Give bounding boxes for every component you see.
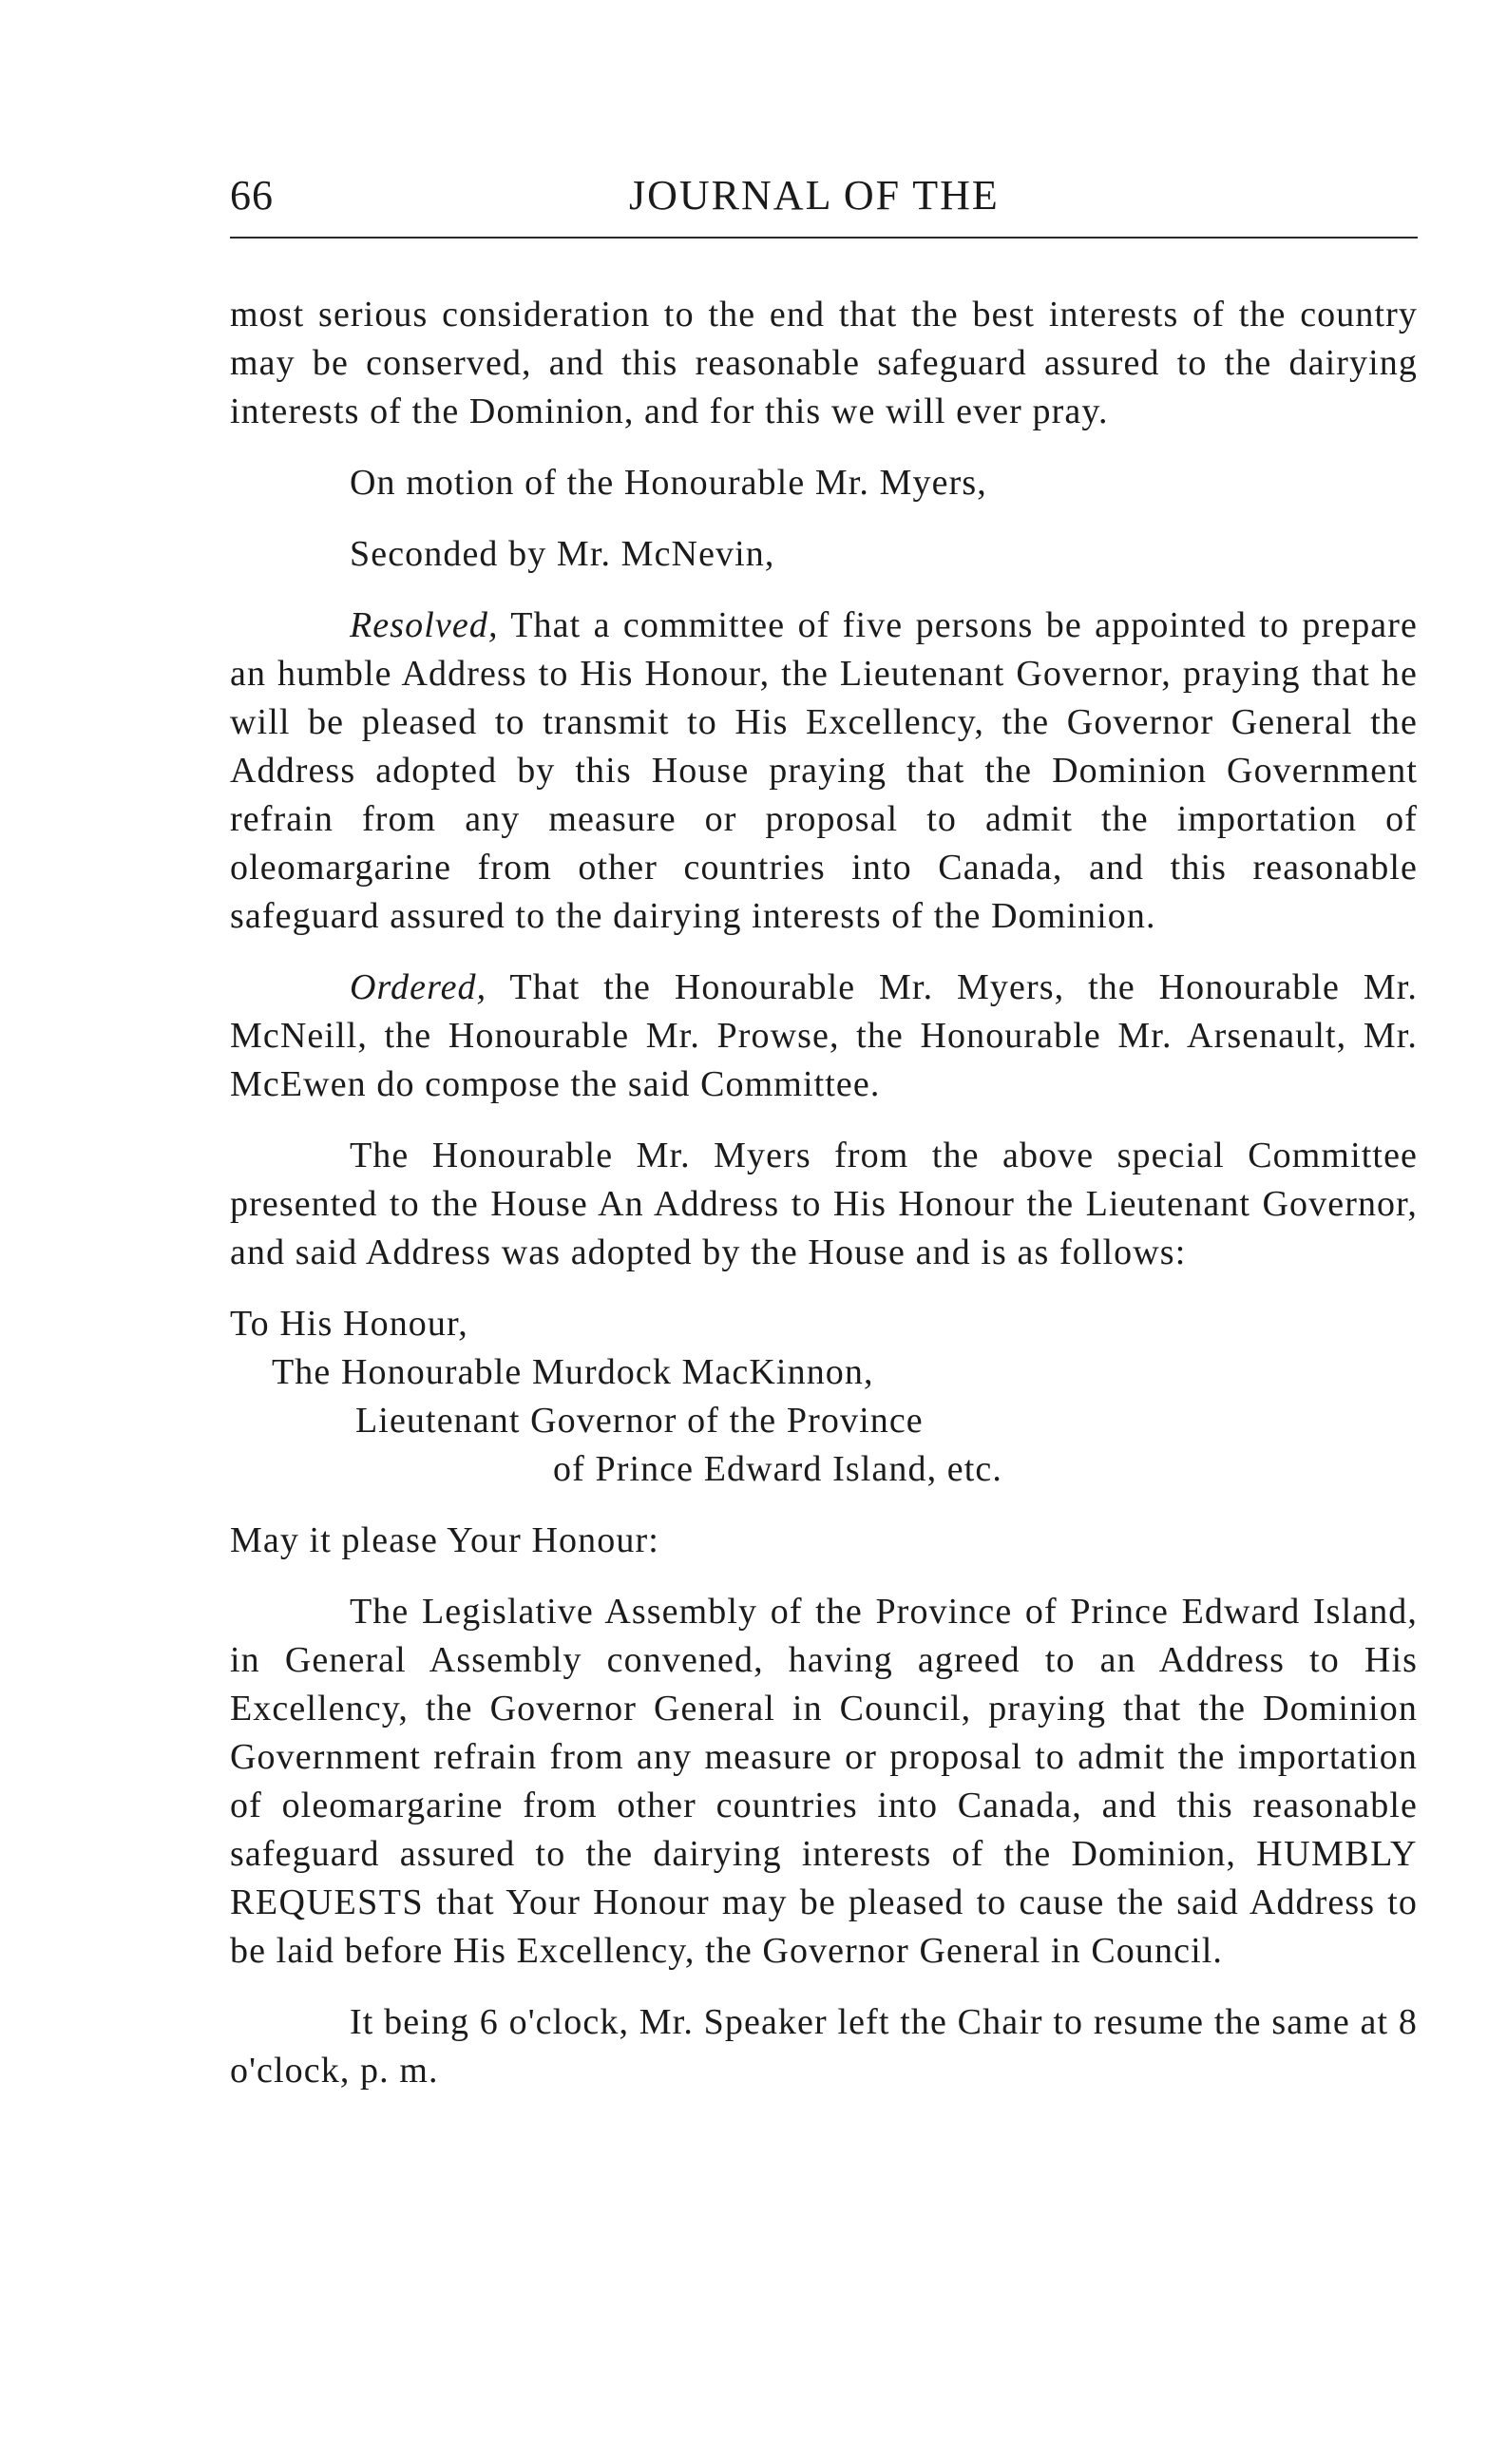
address-line-2: The Honourable Murdock MacKinnon, [272,1352,874,1392]
resolved-label: Resolved, [350,605,499,645]
resolved-text: That a committee of five persons be appointed to prepare an humble Address to His Honour, the Lieutenant Governor, praying that he will be pleased to transmit to His Excellency, the Governor General the Address adopted by this House praying that the Dominion Government refrain from any measure or proposal to admit the importation of oleomargarine from other countries into Canada, and this reasonable safeguard assured to the dairying interests of the Dominion. [230,605,1418,936]
paragraph-closing: It being 6 o'clock, Mr. Speaker left the Chair to resume the same at 8 o'clock, p. m. [230,2002,1418,2091]
address-line-3: Lieutenant Governor of the Province [355,1401,924,1441]
ordered-label: Ordered, [350,967,487,1007]
address-line-1: To His Honour, [230,1304,468,1344]
paragraph-ordered [230,964,1418,1109]
petition-text: The Legislative Assembly of the Province of Prince Edward Island, in General Assembly convened, having agreed to an Address to His Excellency, the Governor General in Council, praying that the Dominion Government refrain from any measure or proposal to admit the importation of oleomargarine from other countries into Canada, and this reasonable safeguard assured to the dairying interests of the Dominion, [230,1592,1418,1874]
body-text [230,291,1418,2118]
petition-text-end: that Your Honour may be pleased to cause the said Address to be laid before His Excellency, the Governor General in Council. [230,1882,1418,1971]
paragraph-continuation: most serious consideration to the end that the best interests of the country may be conserved, and this reasonable safeguard assured to the dairying interests of the Dominion, and for this we will ever pray. [230,295,1418,431]
paragraph-motion: On motion of the Honourable Mr. Myers, [350,463,987,503]
running-head: JOURNAL OF THE [629,172,1000,219]
ordered-text: That the Honourable Mr. Myers, the Honourable Mr. McNeill, the Honourable Mr. Prowse, the Honourable Mr. Arsenault, Mr. McEwen do compose the said Committee. [230,967,1418,1104]
page-header [230,171,1418,219]
header-rule [230,237,1418,239]
address-block [230,1300,1418,1494]
paragraph-resolved [230,602,1418,941]
paragraph-committee-report: The Honourable Mr. Myers from the above special Committee presented to the House An Address to His Honour the Lieutenant Governor, and said Address was adopted by the House and is as follows: [230,1136,1418,1272]
petition-emphasis: HUMBLY REQUESTS [230,1834,1418,1922]
paragraph-seconded: Seconded by Mr. McNevin, [350,534,775,574]
address-line-4: of Prince Edward Island, etc. [553,1449,1002,1489]
page-number: 66 [230,172,274,219]
salutation: May it please Your Honour: [230,1520,659,1560]
paragraph-petition [230,1588,1418,1976]
